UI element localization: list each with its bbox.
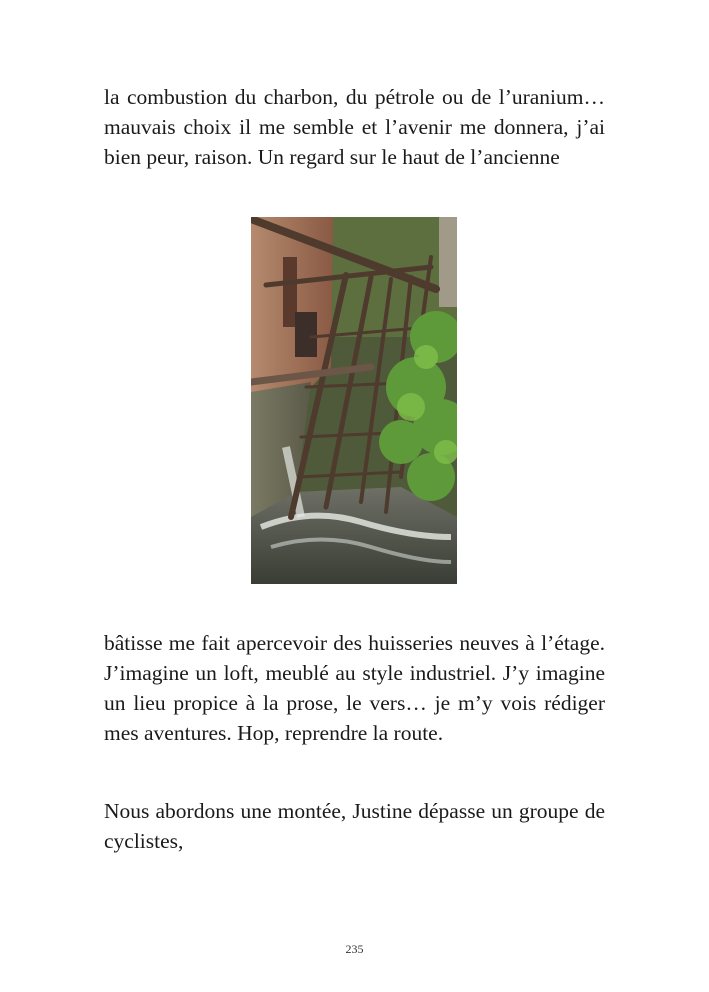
paragraph-2: bâtisse me fait apercevoir des huisseries neuves à l’étage. J’imagine un loft, meublé au style industriel. J’y imagine un lieu propice à la prose, le vers… je m’y vois rédiger mes aventures. Hop, reprendre la route.: [104, 631, 605, 745]
paragraph-1: la combustion du charbon, du pétrole ou de l’uranium… mauvais choix il me semble et l’avenir me donnera, j’ai bien peur, raison. Un regard sur le haut de l’ancienne: [104, 85, 605, 169]
page-number: 235: [345, 942, 364, 956]
paragraph-3: Nous abordons une montée, Justine dépasse un groupe de cyclistes,: [104, 799, 605, 853]
photo-water-wheel: [251, 217, 457, 584]
